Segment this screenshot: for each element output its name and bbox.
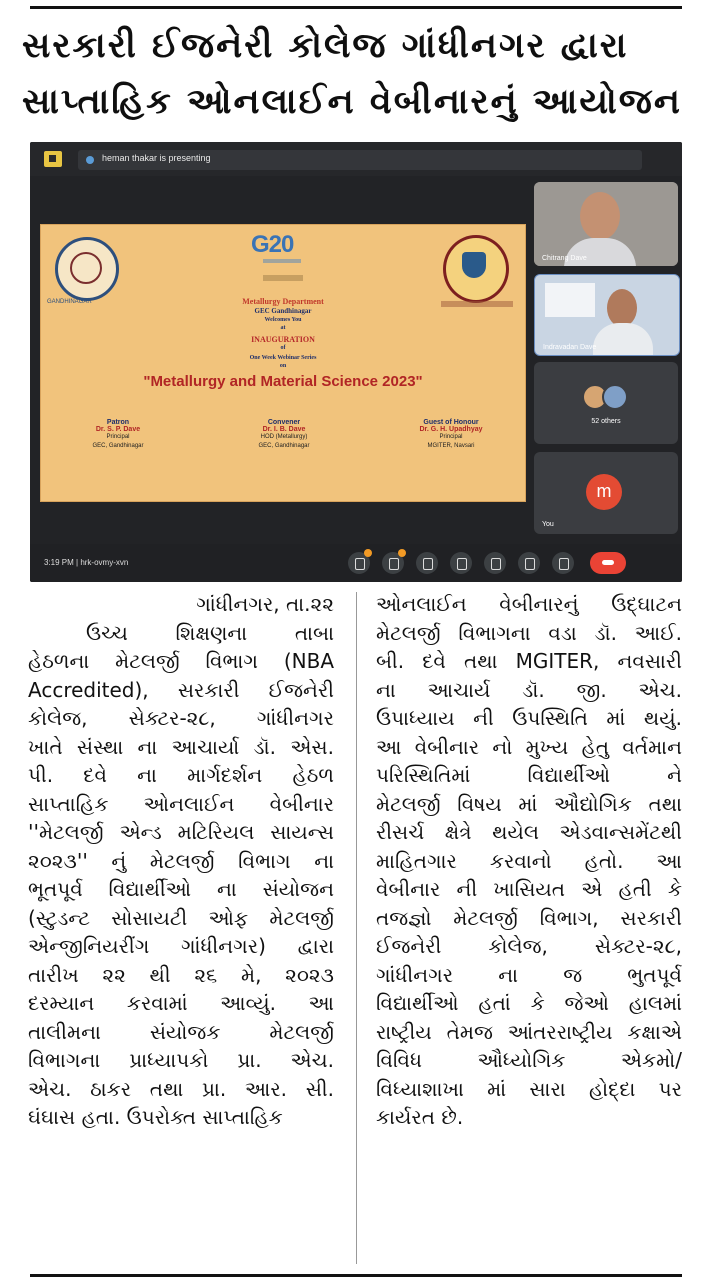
article-line: મેટલર્જી વિષય માં ઔદ્યોગિક તથા (376, 791, 682, 816)
article-line: Accredited), સરકારી ઈજનેરી (28, 677, 334, 702)
article-line: ૨૦૨૩'' નું મેટલર્જી વિભાગ ના (28, 848, 334, 873)
slide-patron (63, 419, 173, 451)
participant-face (580, 192, 620, 240)
meeting-top-bar (30, 142, 682, 176)
g20-logo: G20 (251, 231, 294, 258)
article-line: આ વેબીનાર નો મુખ્ય હેતુ વર્તમાન (376, 734, 682, 759)
guest-place: MGITER, Navsari (427, 443, 475, 449)
article-line: ઉપાધ્યાય ની ઉપસ્થિતિ માં થયું. (376, 706, 682, 730)
article-line: તજજ્ઞો મેટલર્જી વિભાગ, સરકારી (376, 905, 682, 930)
participant-name: Chitrang Dave (542, 255, 587, 262)
article-line: માહિતગાર કરવાનો હતો. આ (376, 848, 682, 873)
bottom-rule (30, 1274, 682, 1277)
article-line: ખાતે સંસ્થા ના આચાર્યા ડૉ. એસ. (28, 734, 334, 759)
patron-designation: Principal (106, 434, 130, 440)
presenter-avatar-icon (86, 156, 94, 164)
slide-guest-of-honour (391, 419, 511, 451)
more-options-icon (552, 552, 574, 574)
presenting-text: heman thakar is presenting (102, 153, 211, 163)
convener-place: GEC, Gandhinagar (258, 443, 310, 449)
captions-icon (416, 552, 438, 574)
article-line: ગાંધીનગર, તા.૨૨ (196, 592, 334, 616)
article-line: તાલીમના સંયોજક મેટલર્જી (28, 1019, 334, 1044)
patron-place: GEC, Gandhinagar (92, 443, 144, 449)
article-line: ''મેટલર્જી એન્ડ મટિરિયલ સાયન્સ (28, 820, 334, 844)
article-line: બી. દવે તથા MGITER, નવસારી (376, 649, 682, 673)
article-line: મેટલર્જી વિભાગના વડા ડૉ. આઈ. (376, 620, 682, 645)
slide-series: One Week Webinar Series (249, 355, 317, 361)
article-line: કાર્યરત છે. (376, 1105, 464, 1129)
mic-icon (348, 552, 370, 574)
participant-tile-1 (534, 182, 678, 266)
article-line: ઘંઘાસ હતા. ઉપરોક્ત સાપ્તાહિક (28, 1105, 283, 1129)
article-line: વિવિધ ઔધ્યોગિક એકમો/ (376, 1048, 682, 1072)
article-line: વેબીનાર ની ખાસિયત એ હતી કે (376, 877, 682, 901)
college-seal-caption: GANDHINAGAR (47, 299, 92, 305)
camera-icon (382, 552, 404, 574)
article-line: એચ. ઠાકર તથા પ્રા. આર. સી. (28, 1076, 334, 1101)
end-call-icon (590, 552, 626, 574)
headline-line-2: સાપ્તાહિક ઓનલાઈન વેબીનારનું આયોજન (22, 82, 682, 122)
article-column-left (28, 590, 334, 1132)
top-rule (30, 6, 682, 9)
meeting-time-code: 3:19 PM | hrk-ovmy-xvn (44, 558, 129, 567)
webinar-screenshot-photo (30, 142, 682, 582)
slide-inauguration: INAUGURATION (251, 335, 315, 344)
article-line: દરમ્યાન કરવામાં આવ્યું. આ (28, 991, 334, 1015)
slide-on: on (279, 363, 287, 369)
participant-tile-2 (534, 274, 680, 356)
presentation-slide (40, 224, 526, 502)
raise-hand-icon (518, 552, 540, 574)
article-line: પી. દવે ના માર્ગદર્શન હેઠળ (28, 763, 334, 787)
article-line: વિદ્યાર્થીઓ હતાં કે જેઓ હાલમાં (376, 991, 682, 1015)
participant-face (607, 289, 637, 327)
slide-convener (229, 419, 339, 451)
guest-designation: Principal (439, 434, 463, 440)
patron-role: Patron (106, 419, 130, 426)
patron-name: Dr. S. P. Dave (95, 426, 141, 433)
emoji-icon (450, 552, 472, 574)
meeting-control-bar (30, 544, 682, 582)
article-line: ઉચ્ચ શિક્ષણના તાબા (86, 620, 334, 645)
article-line: ના આચાર્ય ડૉ. જી. એચ. (376, 677, 682, 702)
column-divider (356, 592, 357, 1264)
guest-role: Guest of Honour (423, 419, 479, 426)
convener-designation: HOD (Metallurgy) (260, 434, 308, 440)
self-tile (534, 452, 678, 534)
society-emblem-logo (443, 235, 509, 303)
slide-title: "Metallurgy and Material Science 2023" (143, 373, 423, 390)
article-line: ઈજનેરી કોલેજ, સેક્ટર-૨૮, (376, 934, 682, 958)
headline-line-1: સરકારી ઈજનેરી કોલેજ ગાંધીનગર દ્વારા (22, 26, 629, 66)
present-screen-icon (484, 552, 506, 574)
article-line: વિધ્યાશાખા માં સારા હોદ્દા પર (376, 1076, 682, 1101)
article-line: કોલેજ, સેક્ટર-૨૮, ગાંધીનગર (28, 706, 334, 730)
slide-department: Metallurgy Department (242, 297, 324, 306)
slide-hindi-mark (263, 275, 303, 281)
article-line: ભૂતપૂર્વ વિદ્યાર્થીઓ ના સંયોજન (28, 877, 334, 901)
headline (22, 18, 692, 130)
slide-welcomes: Welcomes You (264, 317, 302, 323)
article-line: ઓનલાઈન વેબીનારનું ઉદ્ઘાટન (376, 592, 682, 616)
article-line: રાષ્ટ્રીય તેમજ આંતરરાષ્ટ્રીય કક્ષાએ (376, 1019, 682, 1044)
article-column-right (376, 590, 682, 1132)
article-line: રીસર્ચ ક્ષેત્રે થયેલ એડવાન્સમેંટથી (376, 820, 682, 844)
article-line: હેઠળના મેટલર્જી વિભાગ (NBA (28, 649, 334, 673)
others-tile (534, 362, 678, 444)
present-icon (44, 151, 62, 167)
article-line: ગાંધીનગર ના જ ભુતપૂર્વ (376, 962, 682, 987)
slide-college: GEC Gandhinagar (254, 307, 312, 315)
avatar (602, 384, 628, 410)
college-seal-logo (55, 237, 119, 301)
presenting-banner (78, 150, 642, 170)
article-line: સાપ્તાહિક ઓનલાઈન વેબીનાર (28, 791, 334, 816)
article-line: તારીખ ૨૨ થી ૨૬ મે, ૨૦૨૩ (28, 962, 334, 987)
convener-name: Dr. I. B. Dave (262, 426, 306, 433)
article-line: (સ્ટુડન્ટ સોસાયટી ઓફ મેટલર્જી (28, 905, 334, 930)
others-count: 52 others (591, 418, 621, 425)
participant-name: Indravadan Dave (543, 344, 597, 351)
self-label: You (542, 521, 554, 528)
guest-name: Dr. G. H. Upadhyay (419, 426, 483, 433)
g20-subtitle-mark (263, 259, 301, 263)
article-line: પરિસ્થિતિમાં વિદ્યાર્થીઓ ને (376, 763, 682, 787)
slide-at: at (280, 325, 286, 331)
self-avatar: m (586, 474, 622, 510)
convener-role: Convener (267, 419, 301, 426)
article-line: વિભાગના પ્રાધ્યાપકો પ્રા. એચ. (28, 1048, 334, 1072)
article-line: એન્જીનિયરીંગ ગાંધીનગર) દ્વારા (28, 934, 334, 958)
slide-of: of (280, 345, 286, 351)
